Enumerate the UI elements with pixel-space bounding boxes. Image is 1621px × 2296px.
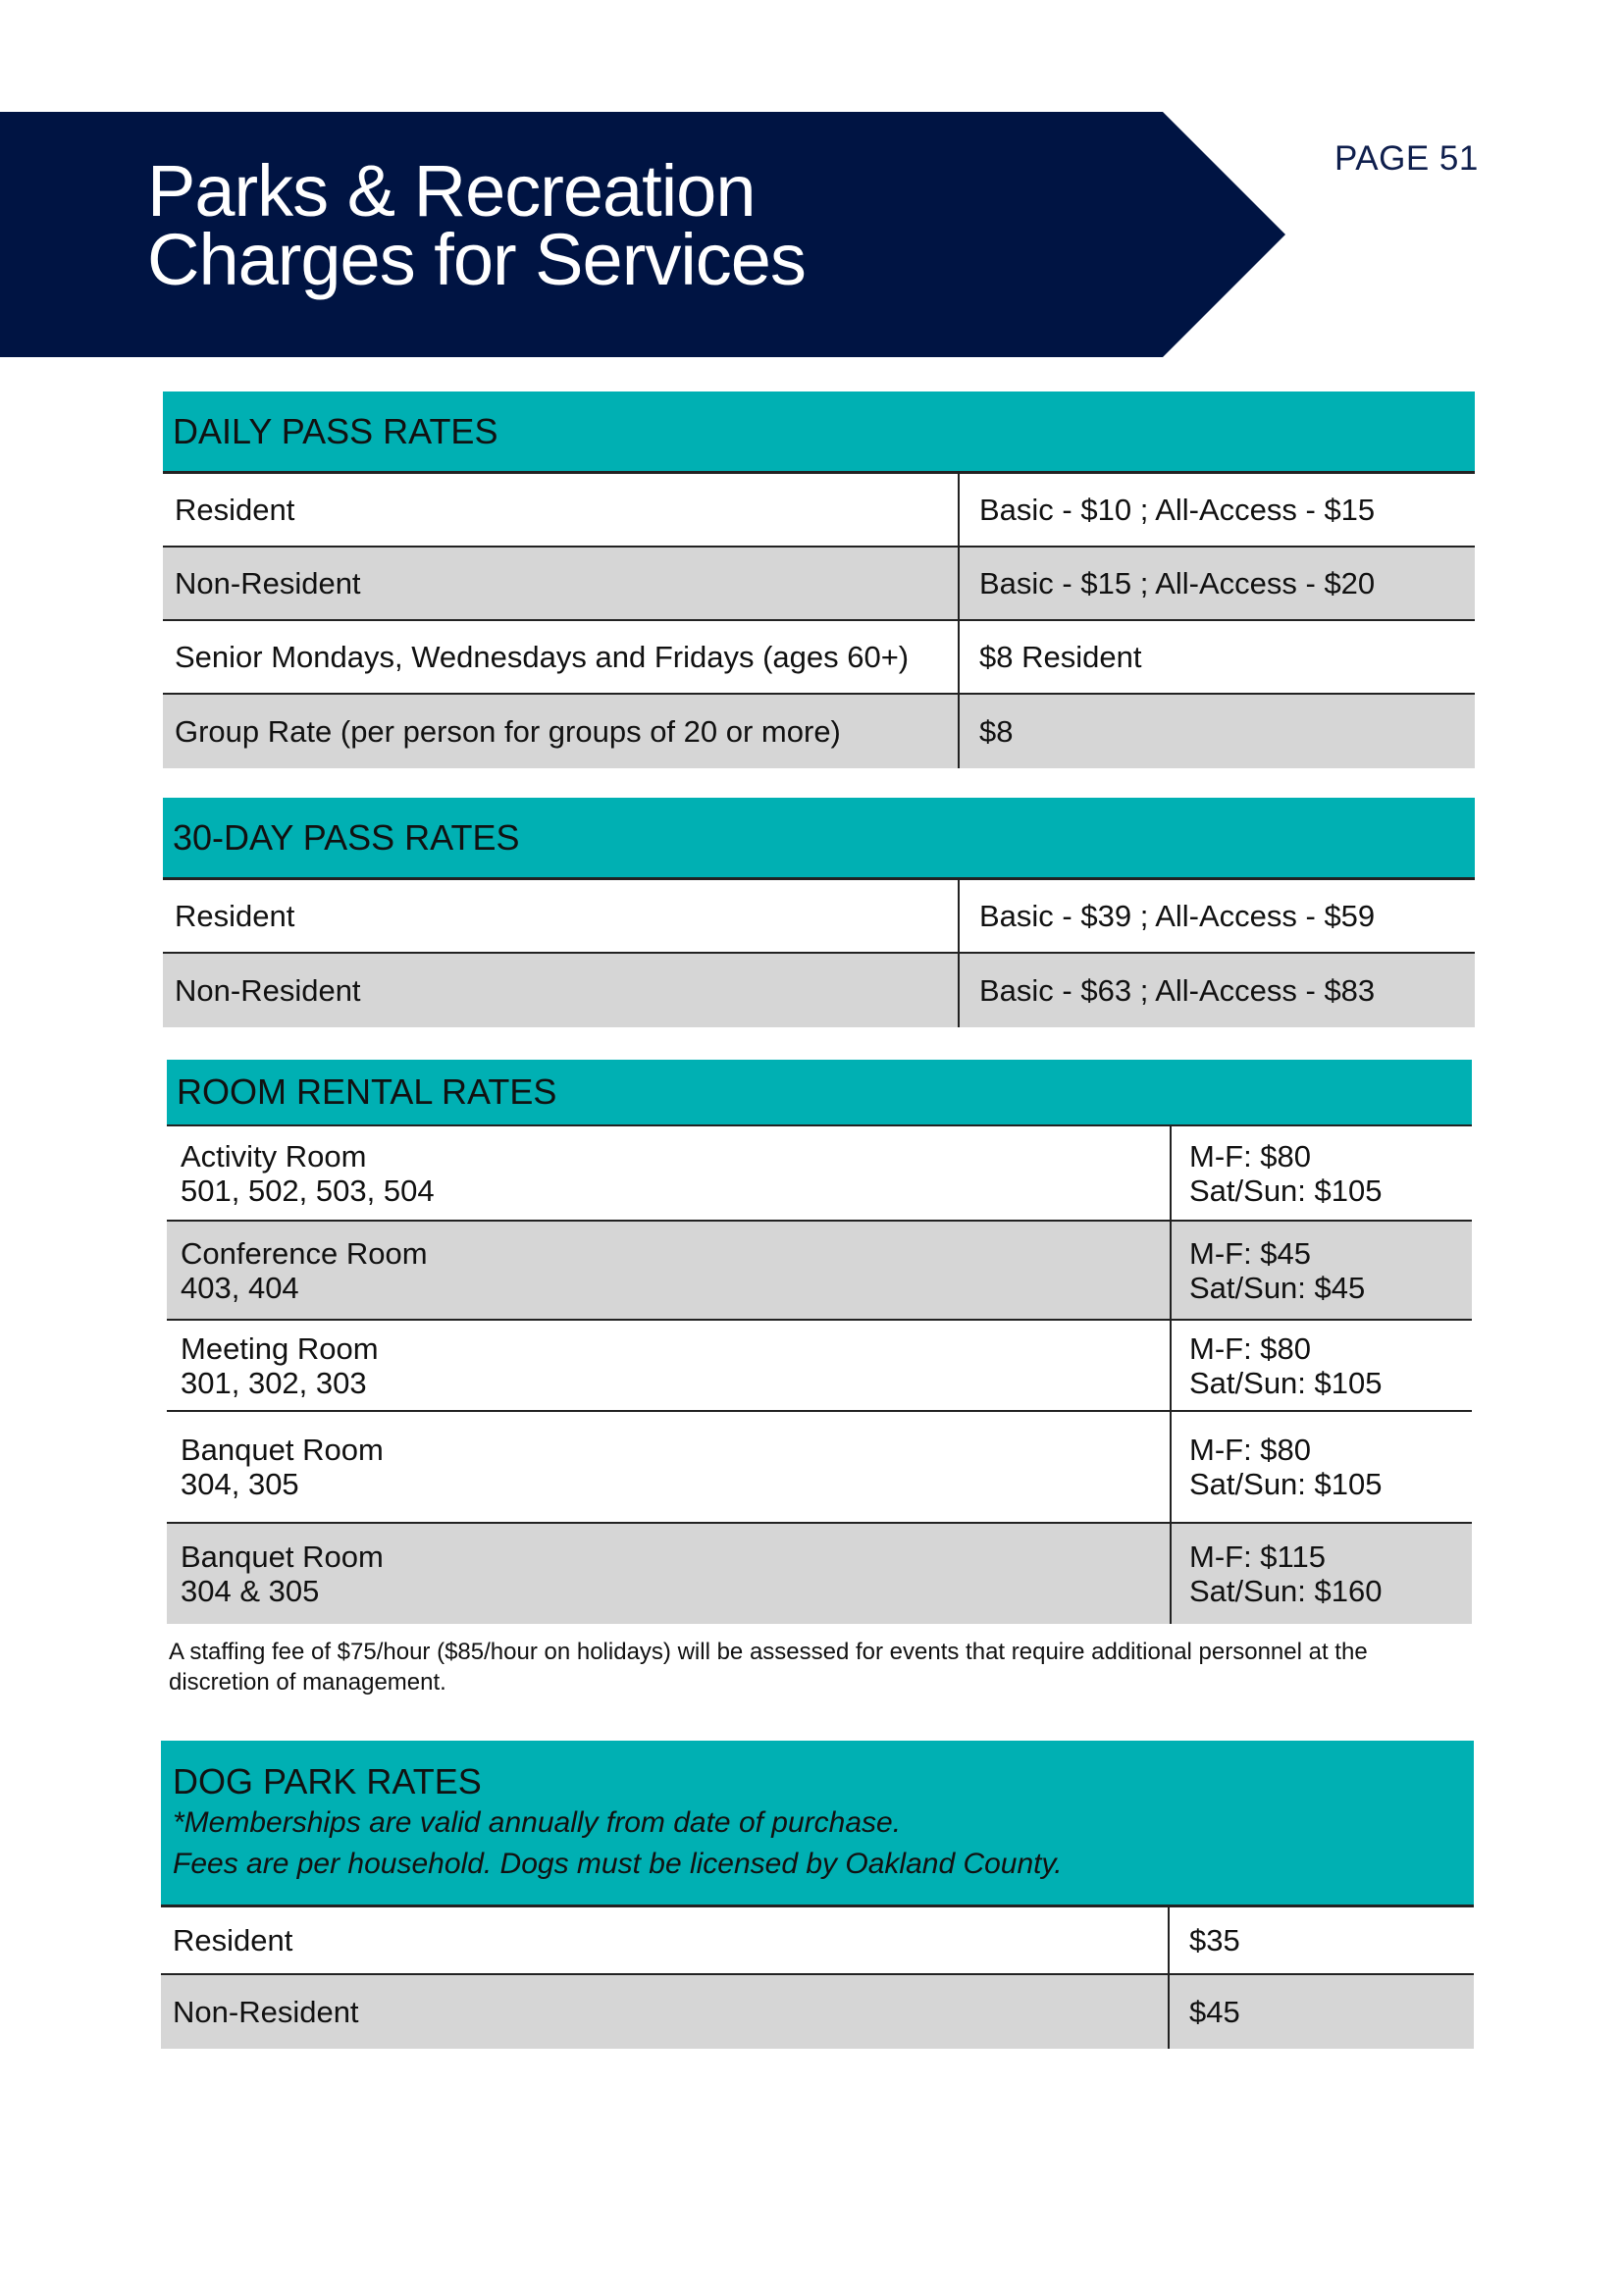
room-cell bbox=[167, 1126, 1172, 1220]
room-name: Banquet Room bbox=[181, 1539, 384, 1574]
weekend-rate: Sat/Sun: $105 bbox=[1189, 1365, 1383, 1400]
room-name: Meeting Room bbox=[181, 1331, 379, 1366]
rate-value: Basic - $63 ; All-Access - $83 bbox=[979, 972, 1376, 1008]
rate-label: Resident bbox=[161, 1907, 1170, 1973]
table-row bbox=[167, 1412, 1472, 1524]
rate-value: $45 bbox=[1189, 1994, 1240, 2029]
table-row bbox=[163, 621, 1475, 695]
dog-park-subtitle-1: *Memberships are valid annually from date of purchase. bbox=[173, 1805, 902, 1839]
room-numbers: 403, 404 bbox=[181, 1270, 299, 1305]
page-title bbox=[147, 150, 806, 300]
table-row bbox=[161, 1907, 1474, 1975]
weekend-rate: Sat/Sun: $105 bbox=[1189, 1467, 1383, 1501]
weekday-rate: M-F: $45 bbox=[1189, 1235, 1312, 1271]
table-row bbox=[167, 1524, 1472, 1624]
rate-value: $8 bbox=[979, 713, 1014, 749]
room-numbers: 304, 305 bbox=[181, 1467, 299, 1501]
weekday-rate: M-F: $80 bbox=[1189, 1433, 1312, 1467]
staffing-fee-note: A staffing fee of $75/hour ($85/hour on holidays) will be assessed for events that require additional personnel at the discretion of management. bbox=[169, 1639, 1368, 1696]
weekday-rate: M-F: $80 bbox=[1189, 1138, 1312, 1174]
room-cell bbox=[167, 1222, 1172, 1319]
room-cell bbox=[167, 1412, 1172, 1522]
rate-label: Senior Mondays, Wednesdays and Fridays (ages 60+) bbox=[163, 621, 960, 693]
rate-value: Basic - $15 ; All-Access - $20 bbox=[979, 565, 1376, 600]
table-row bbox=[167, 1126, 1472, 1222]
rate-value: $8 Resident bbox=[979, 639, 1142, 674]
weekend-rate: Sat/Sun: $105 bbox=[1189, 1173, 1383, 1208]
rate-label: Non-Resident bbox=[163, 548, 960, 619]
room-rate-cell bbox=[1172, 1321, 1472, 1410]
room-cell bbox=[167, 1524, 1172, 1624]
thirty-day-heading: 30-DAY PASS RATES bbox=[163, 798, 1475, 880]
page-number: PAGE 51 bbox=[1334, 139, 1479, 178]
table-row bbox=[163, 548, 1475, 621]
daily-pass-table bbox=[163, 391, 1475, 768]
weekend-rate: Sat/Sun: $45 bbox=[1189, 1270, 1366, 1305]
weekend-rate: Sat/Sun: $160 bbox=[1189, 1574, 1383, 1608]
room-numbers: 501, 502, 503, 504 bbox=[181, 1173, 435, 1208]
room-name: Activity Room bbox=[181, 1138, 367, 1174]
table-row bbox=[167, 1321, 1472, 1412]
room-rate-cell bbox=[1172, 1412, 1472, 1522]
dog-park-table bbox=[161, 1741, 1474, 2049]
rate-value: $35 bbox=[1189, 1922, 1240, 1957]
rate-label: Non-Resident bbox=[161, 1975, 1170, 2049]
table-row bbox=[161, 1975, 1474, 2049]
room-cell bbox=[167, 1321, 1172, 1410]
room-rate-cell bbox=[1172, 1524, 1472, 1624]
dog-park-header bbox=[161, 1741, 1474, 1907]
thirty-day-pass-table bbox=[163, 798, 1475, 1027]
title-line-1: Parks & Recreation bbox=[147, 150, 756, 232]
table-row bbox=[163, 695, 1475, 768]
table-row bbox=[163, 880, 1475, 954]
rate-value: Basic - $10 ; All-Access - $15 bbox=[979, 492, 1376, 527]
rate-label: Non-Resident bbox=[163, 954, 960, 1027]
table-row bbox=[163, 474, 1475, 548]
room-numbers: 301, 302, 303 bbox=[181, 1365, 367, 1400]
daily-pass-heading: DAILY PASS RATES bbox=[163, 391, 1475, 474]
room-name: Conference Room bbox=[181, 1235, 428, 1271]
rate-label: Resident bbox=[163, 880, 960, 952]
dog-park-subtitle-2: Fees are per household. Dogs must be licensed by Oakland County. bbox=[173, 1847, 1063, 1880]
dog-park-heading: DOG PARK RATES bbox=[173, 1760, 482, 1801]
weekday-rate: M-F: $80 bbox=[1189, 1331, 1312, 1366]
rate-label: Resident bbox=[163, 474, 960, 546]
table-row bbox=[163, 954, 1475, 1027]
title-line-2: Charges for Services bbox=[147, 219, 806, 300]
room-rental-table bbox=[167, 1060, 1472, 1624]
rate-label: Group Rate (per person for groups of 20 or more) bbox=[163, 695, 960, 768]
room-rental-heading: ROOM RENTAL RATES bbox=[167, 1060, 1472, 1126]
room-rate-cell bbox=[1172, 1126, 1472, 1220]
table-row bbox=[167, 1222, 1472, 1321]
room-name: Banquet Room bbox=[181, 1433, 384, 1467]
rate-value: Basic - $39 ; All-Access - $59 bbox=[979, 898, 1376, 933]
room-numbers: 304 & 305 bbox=[181, 1574, 320, 1608]
room-rate-cell bbox=[1172, 1222, 1472, 1319]
weekday-rate: M-F: $115 bbox=[1189, 1539, 1326, 1574]
